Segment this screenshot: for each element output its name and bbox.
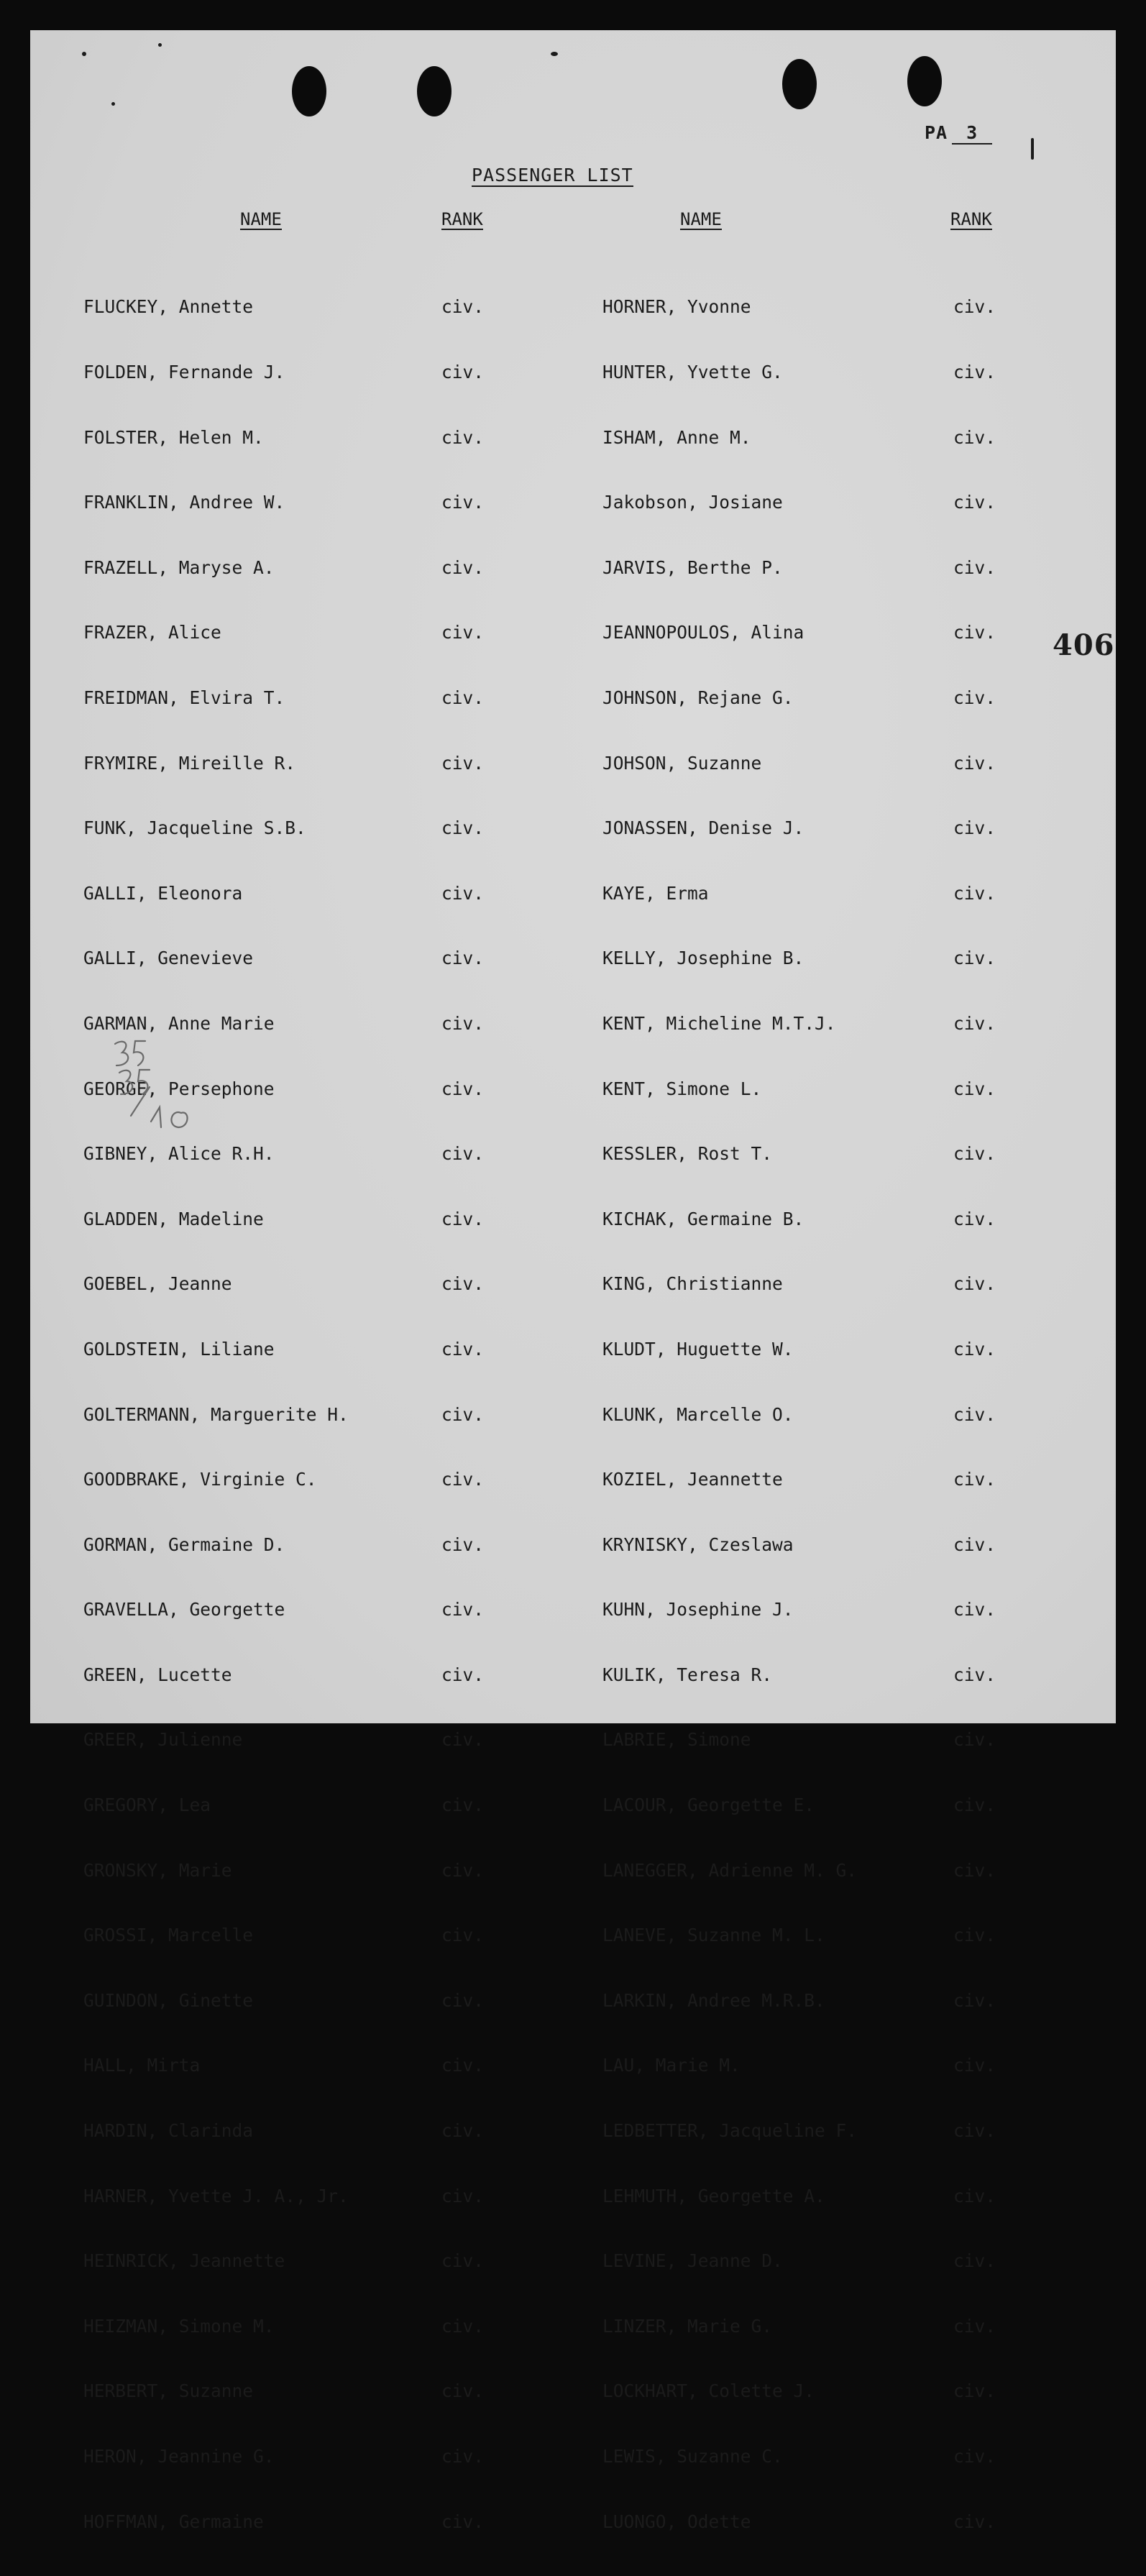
- list-item: civ.: [441, 556, 485, 578]
- right-name-list: [602, 253, 857, 2576]
- list-item: civ.: [441, 1078, 485, 1099]
- list-item: GROSSI, Marcelle: [83, 1925, 254, 1946]
- document-page: [30, 30, 1116, 2532]
- list-item: GREEN, Lucette: [83, 1664, 232, 1685]
- right-name-header: NAME: [680, 209, 722, 229]
- list-item: GARMAN, Anne Marie: [83, 1012, 275, 1034]
- list-item: civ.: [953, 2185, 996, 2206]
- list-item: civ.: [441, 492, 485, 513]
- list-item: civ.: [441, 948, 485, 969]
- list-item: KLUDT, Huguette W.: [602, 1338, 794, 1360]
- list-item: civ.: [953, 882, 996, 904]
- list-item: GORMAN, Germaine D.: [83, 1534, 285, 1555]
- list-item: civ.: [953, 1989, 996, 2011]
- list-item: GLADDEN, Madeline: [83, 1208, 264, 1229]
- list-item: GREER, Julienne: [83, 1729, 243, 1751]
- handwritten-note: [109, 1037, 203, 1159]
- list-item: LINZER, Marie G.: [602, 2315, 773, 2337]
- list-item: civ.: [441, 426, 485, 448]
- left-rank-header: RANK: [441, 209, 483, 229]
- punch-hole: [417, 66, 451, 116]
- list-item: civ.: [953, 556, 996, 578]
- list-item: civ.: [953, 2446, 996, 2467]
- list-item: KRYNISKY, Czeslawa: [602, 1534, 794, 1555]
- list-item: HEINRICK, Jeannette: [83, 2250, 285, 2272]
- list-item: civ.: [441, 882, 485, 904]
- list-item: civ.: [953, 2120, 996, 2142]
- list-item: civ.: [953, 1729, 996, 1751]
- list-item: civ.: [441, 1925, 485, 1946]
- list-item: LABRIE, Simone: [602, 1729, 751, 1751]
- list-item: civ.: [441, 1143, 485, 1165]
- list-item: civ.: [953, 426, 996, 448]
- list-item: civ.: [441, 817, 485, 839]
- list-item: civ.: [953, 1012, 996, 1034]
- list-item: civ.: [441, 1208, 485, 1229]
- list-item: KESSLER, Rost T.: [602, 1143, 773, 1165]
- list-item: civ.: [953, 1664, 996, 1685]
- list-item: HUNTER, Yvette G.: [602, 362, 783, 382]
- page-number-label: [925, 122, 992, 145]
- list-item: KAYE, Erma: [602, 882, 709, 904]
- list-item: GALLI, Eleonora: [83, 882, 243, 904]
- list-item: HARNER, Yvette J. A., Jr.: [83, 2185, 349, 2206]
- list-item: civ.: [441, 2185, 485, 2206]
- list-item: HERON, Jeannine G.: [83, 2446, 275, 2467]
- list-item: GOLTERMANN, Marguerite H.: [83, 1403, 349, 1425]
- list-item: civ.: [953, 622, 996, 643]
- list-item: civ.: [953, 1599, 996, 1621]
- speck: [158, 43, 162, 47]
- list-item: GALLI, Genevieve: [83, 948, 254, 969]
- list-item: JEANNOPOULOS, Alina: [602, 622, 805, 643]
- list-item: GUINDON, Ginette: [83, 1989, 254, 2011]
- page-number: 3: [952, 122, 992, 145]
- speck: [1031, 138, 1034, 160]
- list-item: KING, Christianne: [602, 1273, 783, 1295]
- list-item: civ.: [441, 622, 485, 643]
- list-item: civ.: [953, 2511, 996, 2532]
- list-item: civ.: [441, 2250, 485, 2272]
- list-item: civ.: [953, 948, 996, 969]
- list-item: HALL, Mirta: [83, 2055, 201, 2076]
- list-item: civ.: [441, 1795, 485, 1816]
- list-item: FOLSTER, Helen M.: [83, 426, 264, 448]
- list-item: HARDIN, Clarinda: [83, 2120, 254, 2142]
- list-item: HOFFMAN, Germaine: [83, 2511, 264, 2532]
- list-item: civ.: [953, 1338, 996, 1360]
- list-item: LOCKHART, Colette J.: [602, 2380, 815, 2402]
- list-item: KENT, Micheline M.T.J.: [602, 1012, 836, 1034]
- list-item: civ.: [441, 2315, 485, 2337]
- list-item: civ.: [953, 2250, 996, 2272]
- list-item: GIBNEY, Alice R.H.: [83, 1143, 275, 1165]
- list-item: JOHNSON, Rejane G.: [602, 687, 794, 708]
- punch-hole: [907, 56, 942, 106]
- list-item: civ.: [953, 1208, 996, 1229]
- page-title: PASSENGER LIST: [472, 165, 633, 185]
- list-item: civ.: [441, 1338, 485, 1360]
- punch-hole: [782, 59, 817, 109]
- list-item: civ.: [441, 1664, 485, 1685]
- list-item: civ.: [953, 1795, 996, 1816]
- list-item: civ.: [953, 687, 996, 708]
- list-item: LEWIS, Suzanne C.: [602, 2446, 783, 2467]
- list-item: FRANKLIN, Andree W.: [83, 492, 285, 513]
- speck: [551, 52, 558, 56]
- list-item: FRAZER, Alice: [83, 622, 221, 643]
- list-item: civ.: [953, 1534, 996, 1555]
- list-item: KOZIEL, Jeannette: [602, 1469, 783, 1490]
- punch-hole: [292, 66, 326, 116]
- list-item: FRAZELL, Maryse A.: [83, 556, 275, 578]
- list-item: civ.: [953, 1403, 996, 1425]
- list-item: civ.: [953, 2055, 996, 2076]
- list-item: KULIK, Teresa R.: [602, 1664, 773, 1685]
- list-item: GOODBRAKE, Virginie C.: [83, 1469, 317, 1490]
- list-item: civ.: [953, 2315, 996, 2337]
- list-item: LEDBETTER, Jacqueline F.: [602, 2120, 858, 2142]
- list-item: GOLDSTEIN, Liliane: [83, 1338, 275, 1360]
- list-item: civ.: [441, 752, 485, 774]
- list-item: civ.: [953, 1143, 996, 1165]
- list-item: civ.: [441, 1859, 485, 1881]
- list-item: civ.: [441, 2511, 485, 2532]
- list-item: civ.: [953, 1469, 996, 1490]
- list-item: civ.: [953, 1925, 996, 1946]
- list-item: civ.: [441, 1012, 485, 1034]
- list-item: civ.: [441, 1729, 485, 1751]
- list-item: civ.: [441, 362, 485, 382]
- speck: [82, 52, 86, 56]
- list-item: civ.: [441, 1534, 485, 1555]
- list-item: LANEGGER, Adrienne M. G.: [602, 1859, 858, 1881]
- list-item: GREGORY, Lea: [83, 1795, 211, 1816]
- list-item: KUHN, Josephine J.: [602, 1599, 794, 1621]
- list-item: civ.: [953, 362, 996, 382]
- list-item: civ.: [953, 1273, 996, 1295]
- list-item: civ.: [441, 1403, 485, 1425]
- list-item: Jakobson, Josiane: [602, 492, 783, 513]
- speck: [111, 102, 115, 106]
- list-item: civ.: [441, 2380, 485, 2402]
- list-item: LEVINE, Jeanne D.: [602, 2250, 783, 2272]
- list-item: JONASSEN, Denise J.: [602, 817, 805, 839]
- list-item: LACOUR, Georgette E.: [602, 1795, 815, 1816]
- list-item: FREIDMAN, Elvira T.: [83, 687, 285, 708]
- list-item: LUONGO, Odette: [602, 2511, 751, 2532]
- list-item: civ.: [953, 296, 996, 318]
- list-item: KENT, Simone L.: [602, 1078, 762, 1099]
- list-item: LARKIN, Andree M.R.B.: [602, 1989, 825, 2011]
- list-item: civ.: [441, 687, 485, 708]
- right-rank-header: RANK: [950, 209, 992, 229]
- list-item: GRONSKY, Marie: [83, 1859, 232, 1881]
- list-item: LAU, Marie M.: [602, 2055, 741, 2076]
- list-item: civ.: [953, 752, 996, 774]
- list-item: KICHAK, Germaine B.: [602, 1208, 805, 1229]
- list-item: civ.: [441, 1273, 485, 1295]
- margin-number: 406: [1053, 628, 1115, 662]
- list-item: civ.: [441, 296, 485, 318]
- list-item: HEIZMAN, Simone M.: [83, 2315, 275, 2337]
- list-item: GEORGE, Persephone: [83, 1078, 275, 1099]
- list-item: HORNER, Yvonne: [602, 296, 751, 318]
- list-item: civ.: [953, 492, 996, 513]
- list-item: civ.: [441, 1599, 485, 1621]
- list-item: civ.: [953, 2380, 996, 2402]
- list-item: civ.: [953, 817, 996, 839]
- list-item: FLUCKEY, Annette: [83, 296, 254, 318]
- list-item: JARVIS, Berthe P.: [602, 556, 783, 578]
- list-item: civ.: [441, 1469, 485, 1490]
- list-item: civ.: [441, 2446, 485, 2467]
- list-item: civ.: [441, 2120, 485, 2142]
- right-rank-list: [953, 253, 996, 2576]
- list-item: GOEBEL, Jeanne: [83, 1273, 232, 1295]
- page-label-prefix: PA: [925, 122, 948, 143]
- list-item: FOLDEN, Fernande J.: [83, 362, 285, 382]
- left-name-header: NAME: [240, 209, 282, 229]
- list-item: LEHMUTH, Georgette A.: [602, 2185, 825, 2206]
- left-name-list: [83, 253, 349, 2576]
- list-item: KELLY, Josephine B.: [602, 948, 805, 969]
- list-item: GRAVELLA, Georgette: [83, 1599, 285, 1621]
- list-item: civ.: [441, 2055, 485, 2076]
- list-item: LANEVE, Suzanne M. L.: [602, 1925, 825, 1946]
- list-item: HERBERT, Suzanne: [83, 2380, 254, 2402]
- list-item: JOHSON, Suzanne: [602, 752, 762, 774]
- list-item: civ.: [953, 1859, 996, 1881]
- list-item: civ.: [441, 1989, 485, 2011]
- list-item: FRYMIRE, Mireille R.: [83, 752, 296, 774]
- list-item: civ.: [953, 1078, 996, 1099]
- list-item: KLUNK, Marcelle O.: [602, 1403, 794, 1425]
- list-item: ISHAM, Anne M.: [602, 426, 751, 448]
- left-rank-list: [441, 253, 484, 2576]
- list-item: FUNK, Jacqueline S.B.: [83, 817, 306, 839]
